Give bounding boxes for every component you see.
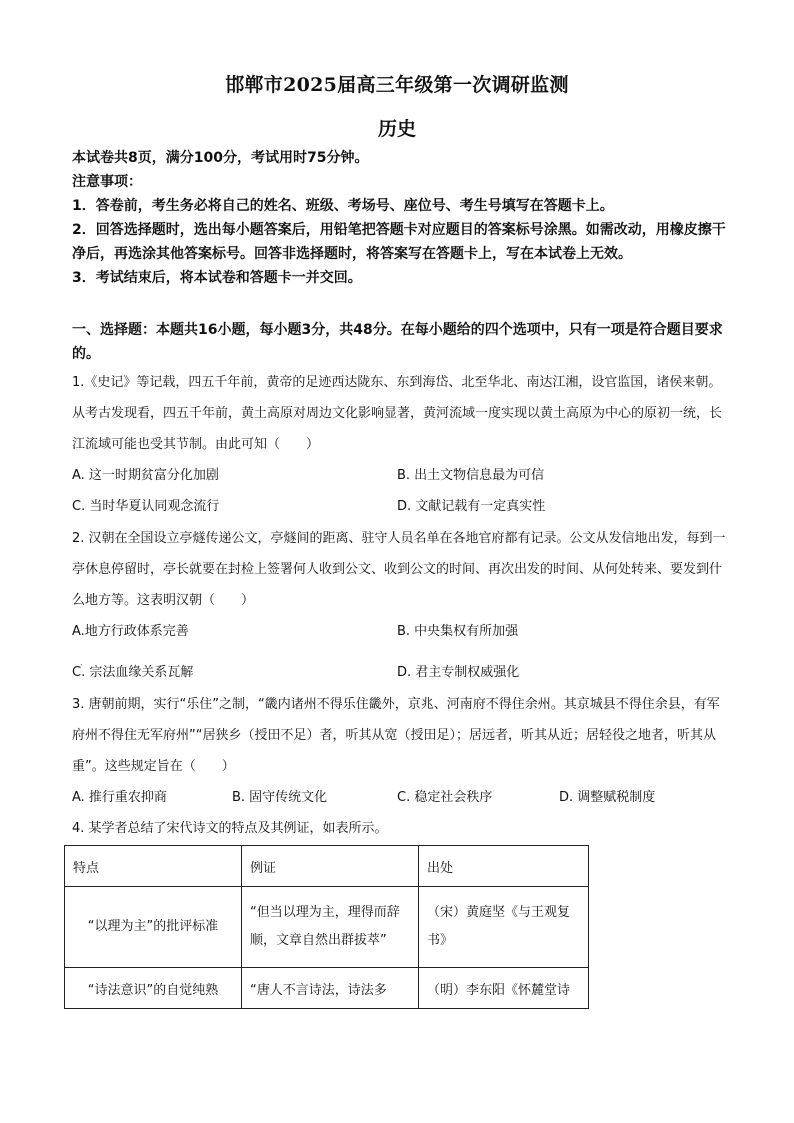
q1-option-a[interactable]: A. 这一时期贫富分化加剧 (72, 468, 219, 483)
question-4 (72, 813, 732, 844)
table-header-cell: 例证 (242, 846, 419, 887)
question-3-options-row (72, 787, 732, 809)
table-row (65, 887, 589, 968)
exam-title: 邯郸市2025届高三年级第一次调研监测 (225, 74, 569, 96)
table-header-cell: 特点 (65, 846, 242, 887)
question-1-options-row-1 (72, 465, 732, 487)
question-1 (72, 367, 732, 460)
q2-option-c[interactable]: C. 宗法血缘关系瓦解 (72, 665, 194, 680)
table-header-row (65, 846, 589, 887)
q3-option-d[interactable]: D. 调整赋税制度 (559, 790, 656, 805)
exam-notice (72, 146, 732, 290)
question-2-options-row-2 (72, 662, 732, 684)
question-2 (72, 523, 732, 616)
section-heading: 一、选择题：本题共16小题，每小题3分，共48分。在每小题给的四个选项中，只有一项是符合题目要求的。 (72, 322, 723, 362)
question-1-options-row-2 (72, 496, 732, 518)
table-cell: “但当以理为主，理得而辞顺，文章自然出群拔萃” (242, 887, 419, 968)
table-cell: “唐人不言诗法，诗法多 (242, 968, 419, 1009)
q3-option-a[interactable]: A. 推行重农抑商 (72, 790, 167, 805)
subject-title: 历史 (377, 118, 416, 140)
q2-option-d[interactable]: D. 君主专制权威强化 (397, 665, 520, 680)
table-header-cell: 出处 (419, 846, 589, 887)
question-3 (72, 689, 732, 782)
notice-item-1: 1．答卷前，考生务必将自己的姓名、班级、考场号、座位号、考生号填写在答题卡上。 (72, 198, 614, 214)
notice-heading: 注意事项： (72, 174, 142, 190)
notice-item-2: 2．回答选择题时，选出每小题答案后，用铅笔把答题卡对应题目的答案标号涂黑。如需改动，用橡皮擦干净后，再选涂其他答案标号。回答非选择题时，将答案写在答题卡上，写在本试卷上无效。 (72, 222, 726, 262)
q1-option-b[interactable]: B. 出土文物信息最为可信 (397, 468, 545, 483)
stray-mark: . (80, 658, 83, 667)
q3-option-b[interactable]: B. 固守传统文化 (232, 790, 328, 805)
q2-option-a[interactable]: A.地方行政体系完善 (72, 624, 189, 639)
q4-table (64, 845, 589, 1009)
table-cell: （宋）黄庭坚《与王观复书》 (419, 887, 589, 968)
table-row (65, 968, 589, 1009)
table-cell: “诗法意识”的自觉纯熟 (65, 968, 242, 1009)
q1-option-c[interactable]: C. 当时华夏认同观念流行 (72, 499, 220, 514)
question-2-stem: 2. 汉朝在全国设立亭燧传递公文，亭燧间的距离、驻守人员名单在各地官府都有记录。公文从发信地出发，每到一亭休息停留时，亭长就要在封检上签署何人收到公文、收到公文的时间、再次出发的时间、从何处转来、要发到什么地方等。这表明汉朝（ ） (72, 531, 726, 608)
notice-intro: 本试卷共8页，满分100分，考试用时75分钟。 (72, 150, 369, 166)
notice-item-3: 3．考试结束后，将本试卷和答题卡一并交回。 (72, 270, 362, 286)
question-2-options-row-1 (72, 621, 732, 643)
question-4-stem: 4. 某学者总结了宋代诗文的特点及其例证，如表所示。 (72, 821, 388, 836)
q3-option-c[interactable]: C. 稳定社会秩序 (397, 790, 493, 805)
question-3-stem: 3. 唐朝前期，实行“乐住”之制，“畿内诸州不得乐住畿外，京兆、河南府不得住余州。其京城县不得住余县，有军府州不得住无军府州”“居狭乡（授田不足）者，听其从宽（授田足）；居远者，听其从近；居轻役之地者，听其从重”。这些规定旨在（ ） (72, 697, 720, 774)
table-cell: （明）李东阳《怀麓堂诗 (419, 968, 589, 1009)
question-1-stem: 1.《史记》等记载，四五千年前，黄帝的足迹西达陇东、东到海岱、北至华北、南达江湘，设官监国，诸侯来朝。从考古发现看，四五千年前，黄土高原对周边文化影响显著，黄河流域一度实现以黄土高原为中心的原初一统，长江流域可能也受其节制。由此可知（ ） (72, 375, 723, 452)
q1-option-d[interactable]: D. 文献记载有一定真实性 (397, 499, 546, 514)
q2-option-b[interactable]: B. 中央集权有所加强 (397, 624, 519, 639)
table-cell: “以理为主”的批评标准 (65, 887, 242, 968)
